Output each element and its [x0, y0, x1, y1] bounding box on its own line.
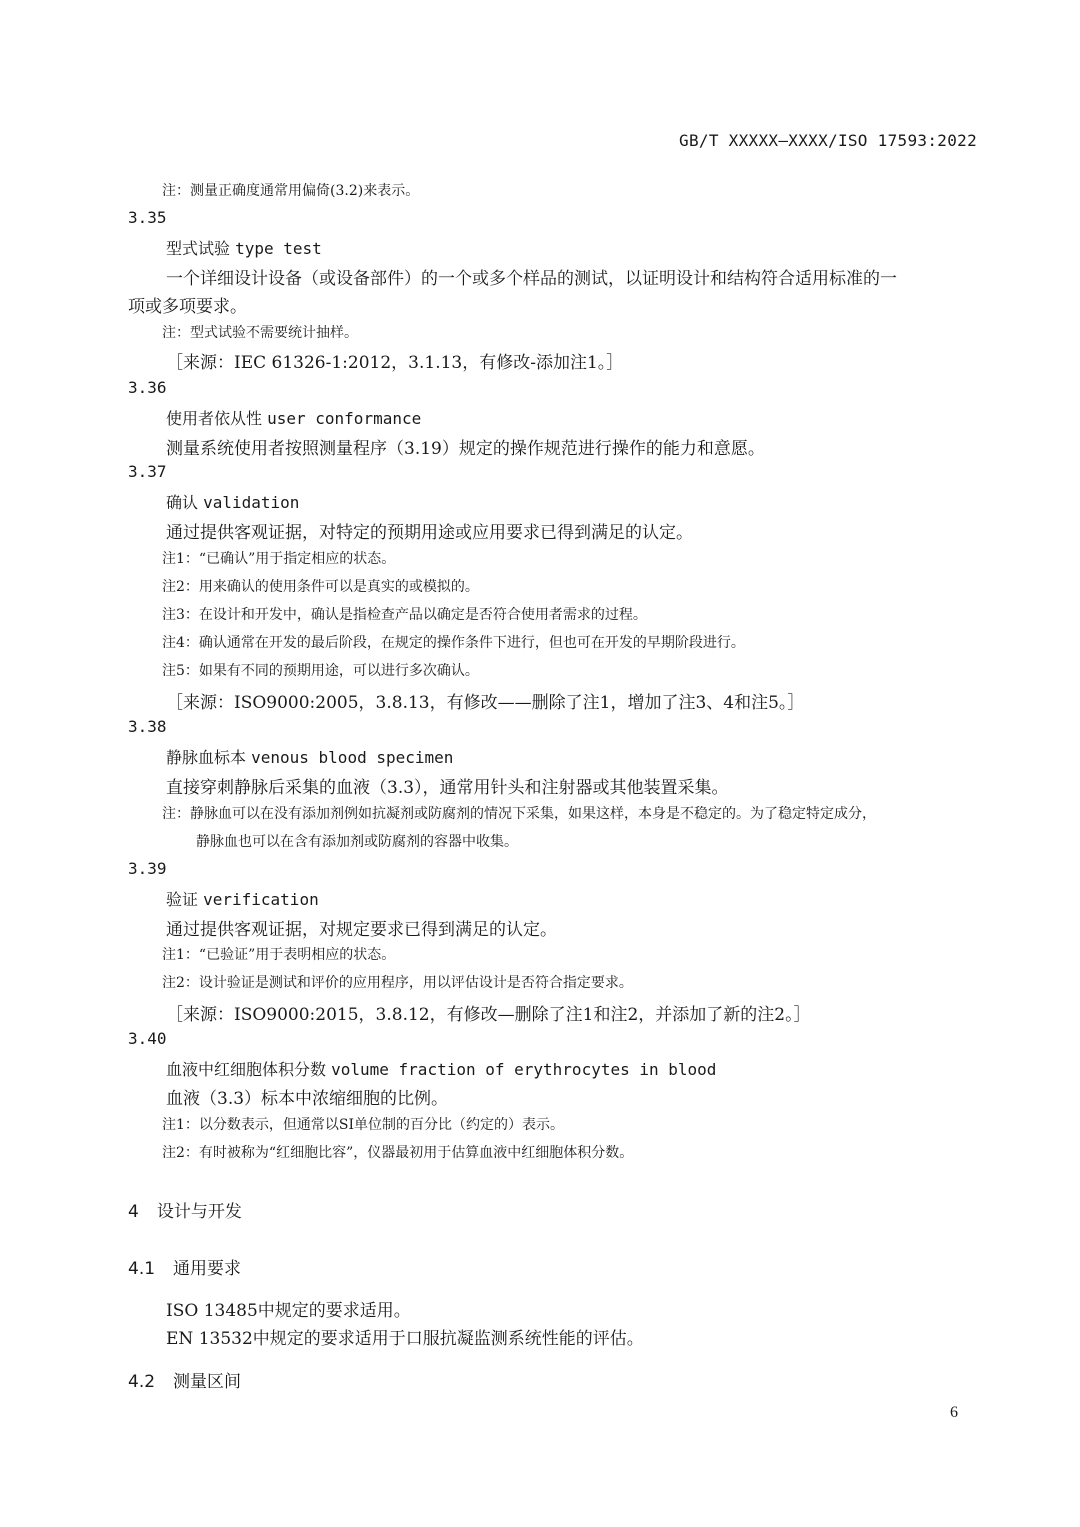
term-zh: 型式试验	[166, 239, 231, 258]
note-line: 注2：有时被称为“红细胞比容”，仪器最初用于估算血液中红细胞体积分数。	[162, 1145, 634, 1161]
term-zh: 静脉血标本	[166, 748, 247, 767]
note-line: 注：测量正确度通常用偏倚(3.2)来表示。	[162, 183, 420, 199]
note-line: 注3：在设计和开发中，确认是指检查产品以确定是否符合使用者需求的过程。	[162, 607, 647, 623]
term-heading	[166, 236, 322, 259]
term-heading	[166, 406, 421, 429]
note-line: 静脉血也可以在含有添加剂或防腐剂的容器中收集。	[196, 834, 518, 850]
definition-text: 通过提供客观证据，对特定的预期用途或应用要求已得到满足的认定。	[166, 523, 693, 543]
definition-text: 一个详细设计设备（或设备部件）的一个或多个样品的测试，以证明设计和结构符合适用标准的一	[166, 269, 897, 289]
note-line: 注4：确认通常在开发的最后阶段，在规定的操作条件下进行，但也可在开发的早期阶段进行。	[162, 635, 745, 651]
subsection-heading	[128, 1254, 241, 1279]
definition-text: 血液（3.3）标本中浓缩细胞的比例。	[166, 1089, 449, 1109]
document-id-header: GB/T XXXXX—XXXX/ISO 17593:2022	[679, 131, 977, 150]
definition-text: 直接穿刺静脉后采集的血液（3.3），通常用针头和注射器或其他装置采集。	[166, 778, 729, 798]
definition-text: 通过提供客观证据，对规定要求已得到满足的认定。	[166, 920, 557, 940]
term-heading	[166, 887, 319, 910]
note-line: 注2：设计验证是测试和评价的应用程序，用以评估设计是否符合指定要求。	[162, 975, 633, 991]
definition-text: 测量系统使用者按照测量程序（3.19）规定的操作规范进行操作的能力和意愿。	[166, 439, 765, 459]
page-number: 6	[950, 1404, 958, 1421]
source-citation: ［来源：ISO9000:2005，3.8.13，有修改——删除了注1，增加了注3、4和注5。］	[166, 693, 805, 713]
section-title: 测量区间	[173, 1372, 242, 1392]
source-citation: ［来源：IEC 61326-1:2012，3.1.13，有修改-添加注1。］	[166, 353, 624, 373]
term-heading	[166, 1057, 716, 1080]
body-paragraph: EN 13532中规定的要求适用于口服抗凝监测系统性能的评估。	[166, 1329, 644, 1349]
term-zh: 使用者依从性	[166, 409, 263, 428]
clause-number: 3.37	[128, 462, 167, 481]
body-paragraph: ISO 13485中规定的要求适用。	[166, 1301, 411, 1321]
note-line: 注5：如果有不同的预期用途，可以进行多次确认。	[162, 663, 479, 679]
section-title: 设计与开发	[156, 1202, 242, 1222]
term-zh: 确认	[166, 493, 199, 512]
section-number: 4.2	[128, 1372, 156, 1392]
clause-number: 3.39	[128, 859, 167, 878]
note-line: 注2：用来确认的使用条件可以是真实的或模拟的。	[162, 579, 479, 595]
note-line: 注：静脉血可以在没有添加剂例如抗凝剂或防腐剂的情况下采集，如果这样，本身是不稳定的。为了稳定特定成分，	[162, 806, 876, 822]
section-number: 4	[128, 1202, 139, 1222]
term-en: volume fraction of erythrocytes in blood	[331, 1060, 717, 1079]
term-en: type test	[235, 239, 322, 258]
source-citation: ［来源：ISO9000:2015，3.8.12，有修改—删除了注1和注2，并添加了新的注2。］	[166, 1005, 811, 1025]
clause-number: 3.38	[128, 717, 167, 736]
note-line: 注：型式试验不需要统计抽样。	[162, 325, 358, 341]
term-heading	[166, 490, 299, 513]
definition-text: 项或多项要求。	[128, 297, 247, 317]
term-en: validation	[203, 493, 300, 512]
section-title: 通用要求	[173, 1259, 242, 1279]
section-heading	[128, 1197, 242, 1222]
note-line: 注1：“已验证”用于表明相应的状态。	[162, 947, 396, 963]
term-zh: 血液中红细胞体积分数	[166, 1060, 327, 1079]
section-number: 4.1	[128, 1259, 156, 1279]
clause-number: 3.40	[128, 1029, 167, 1048]
note-line: 注1：“已确认”用于指定相应的状态。	[162, 551, 396, 567]
term-heading	[166, 745, 453, 768]
subsection-heading	[128, 1367, 241, 1392]
note-line: 注1：以分数表示，但通常以SI单位制的百分比（约定的）表示。	[162, 1117, 565, 1133]
clause-number: 3.35	[128, 208, 167, 227]
term-en: verification	[203, 890, 319, 909]
term-en: user conformance	[267, 409, 422, 428]
clause-number: 3.36	[128, 378, 167, 397]
term-en: venous blood specimen	[251, 748, 454, 767]
term-zh: 验证	[166, 890, 199, 909]
